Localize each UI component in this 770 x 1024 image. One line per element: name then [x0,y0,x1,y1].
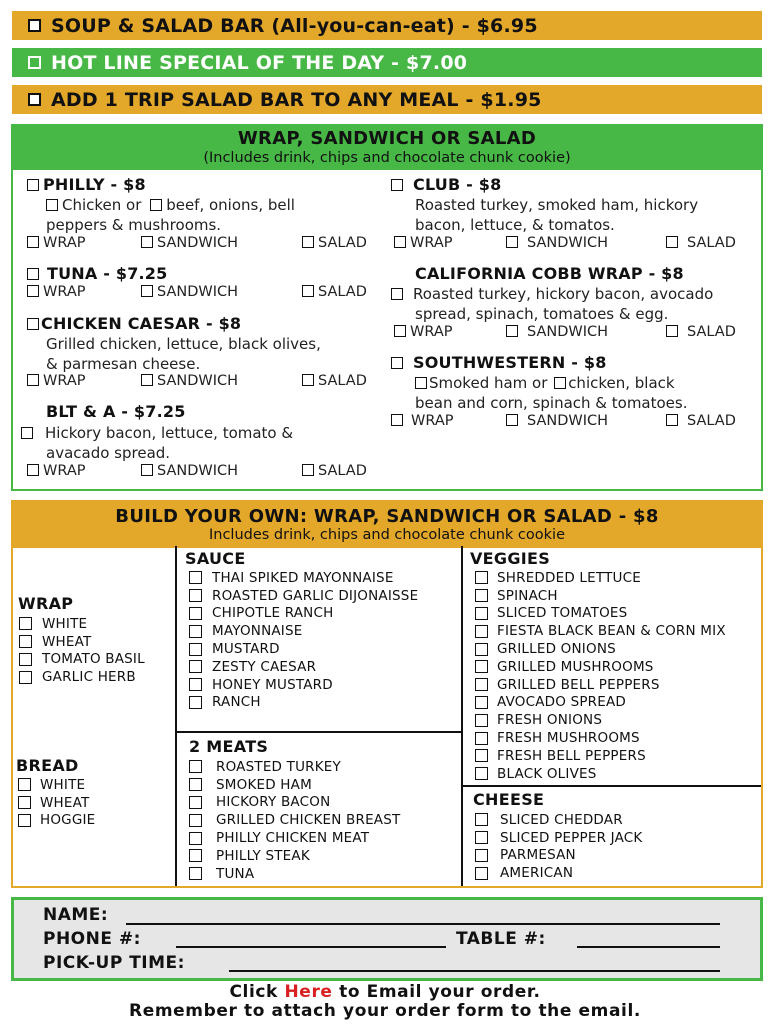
philly-wrap-option[interactable]: WRAP [27,235,86,251]
column-divider-left [175,546,177,886]
southwestern-desc2: bean and corn, spinach & tomatoes. [415,394,688,412]
cobb-desc2: spread, spinach, tomatoes & egg. [415,305,669,323]
byo-meats-list [189,758,400,883]
byo-veggie-option[interactable]: GRILLED ONIONS [475,640,726,658]
byo-meat-option[interactable]: ROASTED TURKEY [189,758,400,776]
byo-sauce-option[interactable]: RANCH [189,694,418,712]
club-desc2: bacon, lettuce, & tomatos. [415,216,615,234]
hot-line-special-checkbox[interactable] [28,56,41,69]
chicken-caesar-desc1: Grilled chicken, lettuce, black olives, [46,335,321,353]
byo-meat-option[interactable]: PHILLY STEAK [189,847,400,865]
byo-veggie-option[interactable]: GRILLED MUSHROOMS [475,658,726,676]
philly-desc: peppers & mushrooms. [46,216,222,234]
club-wrap-option[interactable]: WRAP [394,235,453,251]
soup-salad-bar-checkbox[interactable] [28,19,41,32]
byo-sauce-option[interactable]: ROASTED GARLIC DIJONAISSE [189,587,418,605]
byo-veggies-list [475,569,726,783]
byo-sauce-option[interactable]: MUSTARD [189,640,418,658]
byo-cheese-option[interactable]: PARMESAN [475,847,643,865]
blt-title: BLT & A - $7.25 [46,402,186,421]
southwestern-checkbox[interactable] [391,357,403,369]
byo-veggie-option[interactable]: SLICED TOMATOES [475,605,726,623]
southwestern-sandwich-option[interactable]: SANDWICH [506,413,608,429]
tuna-wrap-option[interactable]: WRAP [27,284,86,300]
byo-wrap-option[interactable]: WHEAT [19,633,145,651]
byo-bread-title: BREAD [16,756,79,775]
wss-subtitle: (Includes drink, chips and chocolate chunk cookie) [203,150,571,166]
hot-line-special-label: HOT LINE SPECIAL OF THE DAY - $7.00 [51,51,468,74]
name-field[interactable] [126,923,720,925]
cobb-sandwich-option[interactable]: SANDWICH [506,324,608,340]
southwestern-ham-label: Smoked ham or [429,374,548,392]
byo-meat-option[interactable]: PHILLY CHICKEN MEAT [189,829,400,847]
soup-salad-bar-label: SOUP & SALAD BAR (All-you-can-eat) - $6.95 [51,14,538,37]
club-title: CLUB - $8 [391,175,501,194]
blt-checkbox[interactable] [21,427,33,439]
email-instruction-rest: to Email your order. [339,982,541,1002]
byo-veggie-option[interactable]: SPINACH [475,587,726,605]
byo-sauce-option[interactable]: THAI SPIKED MAYONNAISE [189,569,418,587]
table-field[interactable] [577,946,720,948]
byo-sauce-option[interactable]: ZESTY CAESAR [189,658,418,676]
chicken-caesar-desc2: & parmesan cheese. [46,355,201,373]
byo-meat-option[interactable]: SMOKED HAM [189,776,400,794]
southwestern-choice-line [415,373,675,393]
name-label: NAME: [43,905,109,925]
wss-header [13,126,761,170]
byo-cheese-list [475,811,643,882]
byo-veggies-title: VEGGIES [470,549,551,568]
email-here-link[interactable]: Here [284,982,333,1002]
byo-sauce-option[interactable]: MAYONNAISE [189,622,418,640]
byo-wrap-option[interactable]: WHITE [19,615,145,633]
southwestern-ham-checkbox[interactable] [415,377,427,389]
cobb-checkbox[interactable] [391,288,403,300]
philly-sandwich-option[interactable]: SANDWICH [141,235,238,251]
byo-wrap-option[interactable]: GARLIC HERB [19,668,145,686]
wss-title: WRAP, SANDWICH OR SALAD [237,128,537,149]
table-label: TABLE #: [456,929,546,949]
southwestern-chicken-checkbox[interactable] [554,377,566,389]
club-salad-option[interactable]: SALAD [666,235,736,251]
order-info-form [11,897,763,981]
byo-title: BUILD YOUR OWN: WRAP, SANDWICH OR SALAD - $8 [115,506,659,527]
click-text: Click [229,982,278,1002]
add-salad-trip-checkbox[interactable] [28,93,41,106]
philly-chicken-checkbox[interactable] [46,199,58,211]
add-salad-trip-label: ADD 1 TRIP SALAD BAR TO ANY MEAL - $1.95 [51,88,542,111]
tuna-salad-option[interactable]: SALAD [302,284,367,300]
caesar-wrap-option[interactable]: WRAP [27,373,86,389]
chicken-caesar-checkbox[interactable] [27,318,39,330]
byo-veggie-option[interactable]: FRESH MUSHROOMS [475,729,726,747]
club-checkbox[interactable] [391,179,403,191]
byo-cheese-option[interactable]: AMERICAN [475,864,643,882]
sauce-meats-divider [175,731,463,733]
philly-beef-checkbox[interactable] [150,199,162,211]
byo-sauce-title: SAUCE [185,549,246,568]
byo-cheese-option[interactable]: SLICED PEPPER JACK [475,829,643,847]
tuna-title: TUNA - $7.25 [27,264,167,283]
byo-meat-option[interactable]: GRILLED CHICKEN BREAST [189,811,400,829]
cobb-wrap-option[interactable]: WRAP [394,324,453,340]
byo-bread-option[interactable]: WHITE [18,776,95,794]
column-divider-right [461,546,463,886]
byo-sauce-option[interactable]: HONEY MUSTARD [189,676,418,694]
byo-veggie-option[interactable]: BLACK OLIVES [475,765,726,783]
byo-subtitle: Includes drink, chips and chocolate chunk cookie [208,527,565,543]
hot-line-special-banner[interactable] [12,48,762,77]
cobb-desc1: Roasted turkey, hickory bacon, avocado [413,285,714,303]
byo-wrap-list [19,615,145,686]
pickup-time-field[interactable] [229,970,720,972]
blt-wrap-option[interactable]: WRAP [27,463,86,479]
byo-wrap-title: WRAP [18,594,74,613]
philly-salad-option[interactable]: SALAD [302,235,367,251]
byo-veggie-option[interactable]: FRESH BELL PEPPERS [475,747,726,765]
byo-veggie-option[interactable]: AVOCADO SPREAD [475,694,726,712]
byo-wrap-option[interactable]: TOMATO BASIL [19,651,145,669]
tuna-sandwich-option[interactable]: SANDWICH [141,284,238,300]
byo-cheese-title: CHEESE [473,790,545,809]
cobb-desc1-line [391,284,713,304]
veggies-cheese-divider [461,785,761,787]
byo-bread-option[interactable]: WHEAT [18,794,95,812]
blt-sandwich-option[interactable]: SANDWICH [141,463,238,479]
cobb-title: CALIFORNIA COBB WRAP - $8 [415,264,684,283]
byo-header [13,502,761,548]
byo-sauce-list [189,569,418,711]
attach-reminder: Remember to attach your order form to the email. [129,1001,641,1021]
byo-meats-title: 2 MEATS [189,737,269,756]
wrap-sandwich-salad-section [11,124,763,491]
byo-veggie-option[interactable]: SHREDDED LETTUCE [475,569,726,587]
pickup-time-label: PICK-UP TIME: [43,953,185,973]
caesar-sandwich-option[interactable]: SANDWICH [141,373,238,389]
southwestern-title: SOUTHWESTERN - $8 [391,353,607,372]
blt-desc1: Hickory bacon, lettuce, tomato & [45,424,294,442]
southwestern-chicken-label: chicken, black [568,374,675,392]
philly-title: PHILLY - $8 [27,175,146,194]
byo-bread-option[interactable]: HOGGIE [18,812,95,830]
philly-chicken-label: Chicken or [62,196,142,214]
build-your-own-section [11,500,763,888]
soup-salad-bar-banner[interactable] [12,11,762,40]
philly-beef-label: beef, onions, bell [166,196,295,214]
club-sandwich-option[interactable]: SANDWICH [506,235,608,251]
blt-desc2: avacado spread. [46,444,171,462]
cobb-salad-option[interactable]: SALAD [666,324,736,340]
byo-veggie-option[interactable]: GRILLED BELL PEPPERS [475,676,726,694]
southwestern-salad-option[interactable]: SALAD [666,413,736,429]
blt-desc1-line [21,423,293,443]
email-instruction [0,982,770,1002]
chicken-caesar-title: CHICKEN CAESAR - $8 [27,314,241,333]
byo-veggie-option[interactable]: FRESH ONIONS [475,711,726,729]
phone-label: PHONE #: [43,929,141,949]
blt-salad-option[interactable]: SALAD [302,463,367,479]
club-desc1: Roasted turkey, smoked ham, hickory [415,196,699,214]
tuna-checkbox[interactable] [27,268,39,280]
byo-veggie-option[interactable]: FIESTA BLACK BEAN & CORN MIX [475,622,726,640]
add-salad-trip-banner[interactable] [12,85,762,114]
byo-sauce-option[interactable]: CHIPOTLE RANCH [189,605,418,623]
caesar-salad-option[interactable]: SALAD [302,373,367,389]
southwestern-wrap-option[interactable]: WRAP [391,413,454,429]
philly-choice-line [46,195,295,215]
phone-field[interactable] [176,946,446,948]
byo-cheese-option[interactable]: SLICED CHEDDAR [475,811,643,829]
byo-meat-option[interactable]: TUNA [189,865,400,883]
byo-meat-option[interactable]: HICKORY BACON [189,794,400,812]
philly-checkbox[interactable] [27,179,39,191]
byo-bread-list [18,776,95,829]
